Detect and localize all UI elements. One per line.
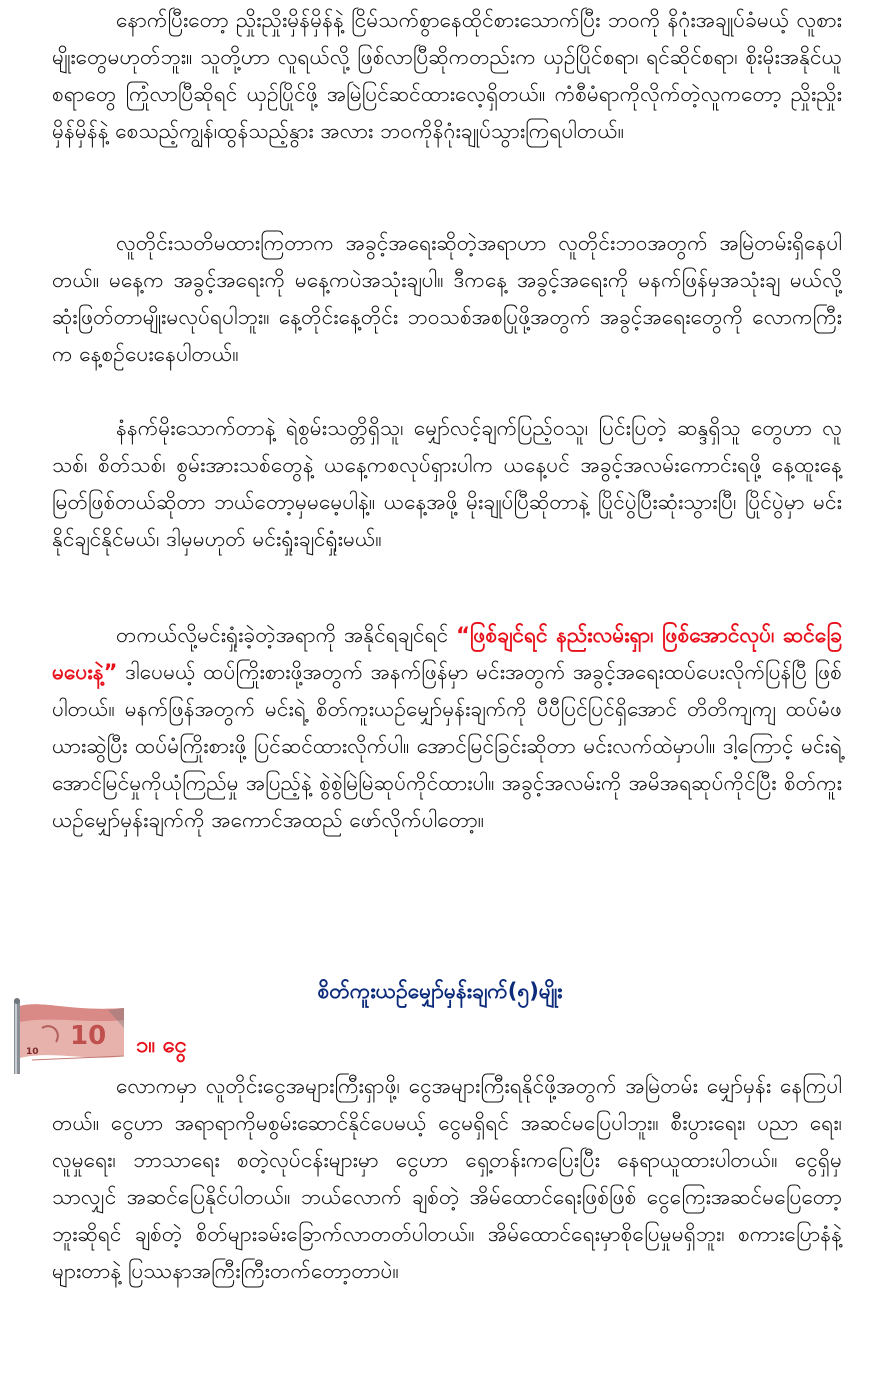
section-item-money: ၁။ ငွေ <box>136 1033 187 1058</box>
paragraph-2 <box>52 225 842 373</box>
paragraph-4-text: ဒါပေမယ့် ထပ်ကြိုးစားဖို့အတွက် အနက်ဖြန်မှာ မင်းအတွက် အခွင့်အရေးထပ်ပေးလိုက်ပြန်ပြီ ဖြစ်ပါတယ်။ မနက်ဖြန်အတွက် မင်းရဲ့ စိတ်ကူးယဉ်မျှော်မှန်းချက်ကို ပီပီပြင်ပြင်ရှိအောင် တိတိကျကျ ထပ်မံဖယားဆွဲပြီး ထပ်မံကြိုးစားဖို့ ပြင်ဆင်ထားလိုက်ပါ။ အောင်မြင်ခြင်းဆိုတာ မင်းလက်ထဲမှာပါ။ ဒါ့ကြောင့် မင်းရဲ့အောင်မြင်မှုကိုယုံကြည်မှု အပြည့်နဲ့ စွဲစွဲမြဲမြဲဆုပ်ကိုင်ထားပါ။ အခွင့်အလမ်းကို အမိအရဆုပ်ကိုင်ပြီး စိတ်ကူးယဉ်မျှော်မှန်းချက်ကို အကောင်အထည် ဖော်လိုက်ပါတော့။ <box>52 660 842 832</box>
paragraph-3-text: နံနက်မိုးသောက်တာနဲ့ ရဲစွမ်းသတ္တိရှိသူ၊ မျှော်လင့်ချက်ပြည့်ဝသူ၊ ပြင်းပြတဲ့ ဆန္ဒရှိသူ တွေဟာ လူသစ်၊ စိတ်သစ်၊ စွမ်းအားသစ်တွေနဲ့ ယနေ့ကစလုပ်ရှားပါက ယနေ့ပင် အခွင့်အလမ်းကောင်းရဖို့ နေ့ထူးနေ့မြတ်ဖြစ်တယ်ဆိုတာ ဘယ်တော့မှမမေ့ပါနဲ့။ ယနေ့အဖို့ မိုးချုပ်ပြီဆိုတာနဲ့ ပြိုင်ပွဲပြီးဆုံးသွားပြီ၊ ပြိုင်ပွဲမှာ မင်းနိုင်ချင်နိုင်မယ်၊ ဒါမှမဟုတ် မင်းရှုံးချင်ရှုံးမယ်။ <box>52 416 842 551</box>
paragraph-1-text: နောက်ပြီးတော့ ညှိုးညှိုးမှိန်မှိန်နဲ့ ငြိမ်သက်စွာနေထိုင်စားသောက်ပြီး ဘဝကို နိဂုံးအချုပ်ခံမယ့် လူစားမျိုးတွေမဟုတ်ဘူး။ သူတို့ဟာ လူရယ်လို့ ဖြစ်လာပြီဆိုကတည်းက ယှဉ်ပြိုင်စရာ၊ ရင်ဆိုင်စရာ၊ စိုးမိုးအနိုင်ယူစရာတွေ ကြုံလာပြီဆိုရင် ယှဉ်ပြိုင်ဖို့ အမြဲပြင်ဆင်ထားလေ့ရှိတယ်။ ကံစီမံရာကိုလိုက်တဲ့လူကတော့ ညှိုးညှိုးမှိန်မှိန်နဲ့ စေသည့်ကျွန်၊ထွန်သည့်နွား အလား ဘဝကိုနိဂုံးချုပ်သွားကြရပါတယ်။ <box>52 8 842 143</box>
section-heading: စိတ်ကူးယဉ်မျှော်မှန်းချက်(၅)မျိုး <box>317 979 563 1003</box>
banknote-denomination: 10 <box>70 1021 107 1051</box>
highlighted-quote: “ဖြစ်ချင်ရင် နည်းလမ်းရှာ၊ ဖြစ်အောင်လုပ်၊ ဆင်ခြေမပေးနဲ့” <box>52 623 842 684</box>
paragraph-5-text: လောကမှာ လူတိုင်းငွေအများကြီးရှာဖို့၊ ငွေအများကြီးရနိုင်ဖို့အတွက် အမြဲတမ်း မျှော်မှန်း နေကြပါတယ်။ ငွေဟာ အရာရာကိုမစွမ်းဆောင်နိုင်ပေမယ့် ငွေမရှိရင် အဆင်မပြေပါဘူး။ စီးပွားရေး၊ ပညာ ရေး၊ လူမှုရေး၊ ဘာသာရေး စတဲ့လုပ်ငန်းများမှာ ငွေဟာ ရှေ့တန်းကပြေးပြီး နေရာယူထားပါတယ်။ ငွေရှိမှသာလျှင် အဆင်ပြေနိုင်ပါတယ်။ ဘယ်လောက် ချစ်တဲ့ အိမ်ထောင်ရေးဖြစ်ဖြစ် ငွေကြေးအဆင်မပြေတော့ဘူးဆိုရင် ချစ်တဲ့ စိတ်များခမ်းခြောက်လာတတ်ပါတယ်။ အိမ်ထောင်ရေးမှာစိုပြေမှုမရှိဘူး၊ စကားပြောနံနဲ့များတာနဲ့ ပြဿနာအကြီးကြီးတက်တော့တာပဲ။ <box>52 1074 842 1283</box>
paragraph-4-intro: တကယ်လို့မင်းရှုံးခဲ့တဲ့အရာကို အနိုင်ရချင်ရင် <box>116 623 449 647</box>
banknote-image <box>12 998 130 1076</box>
paragraph-4 <box>52 617 842 839</box>
paragraph-5 <box>52 1068 842 1290</box>
euro-banknote-flag-icon <box>12 998 130 1076</box>
paragraph-2-text: လူတိုင်းသတိမထားကြတာက အခွင့်အရေးဆိုတဲ့အရာဟာ လူတိုင်းဘဝအတွက် အမြဲတမ်းရှိနေပါတယ်။ မနေ့က အခွင့်အရေးကို မနေ့ကပဲအသုံးချပါ။ ဒီကနေ့ အခွင့်အရေးကို မနက်ဖြန်မှအသုံးချ မယ်လို့ဆုံးဖြတ်တာမျိုးမလုပ်ရပါဘူး။ နေ့တိုင်းနေ့တိုင်း ဘဝသစ်အစပြုဖို့အတွက် အခွင့်အရေးတွေကို လောကကြီးက နေ့စဉ်ပေးနေပါတယ်။ <box>52 231 842 366</box>
svg-text:10: 10 <box>26 1047 39 1057</box>
paragraph-1 <box>52 2 842 150</box>
paragraph-3 <box>52 410 842 558</box>
